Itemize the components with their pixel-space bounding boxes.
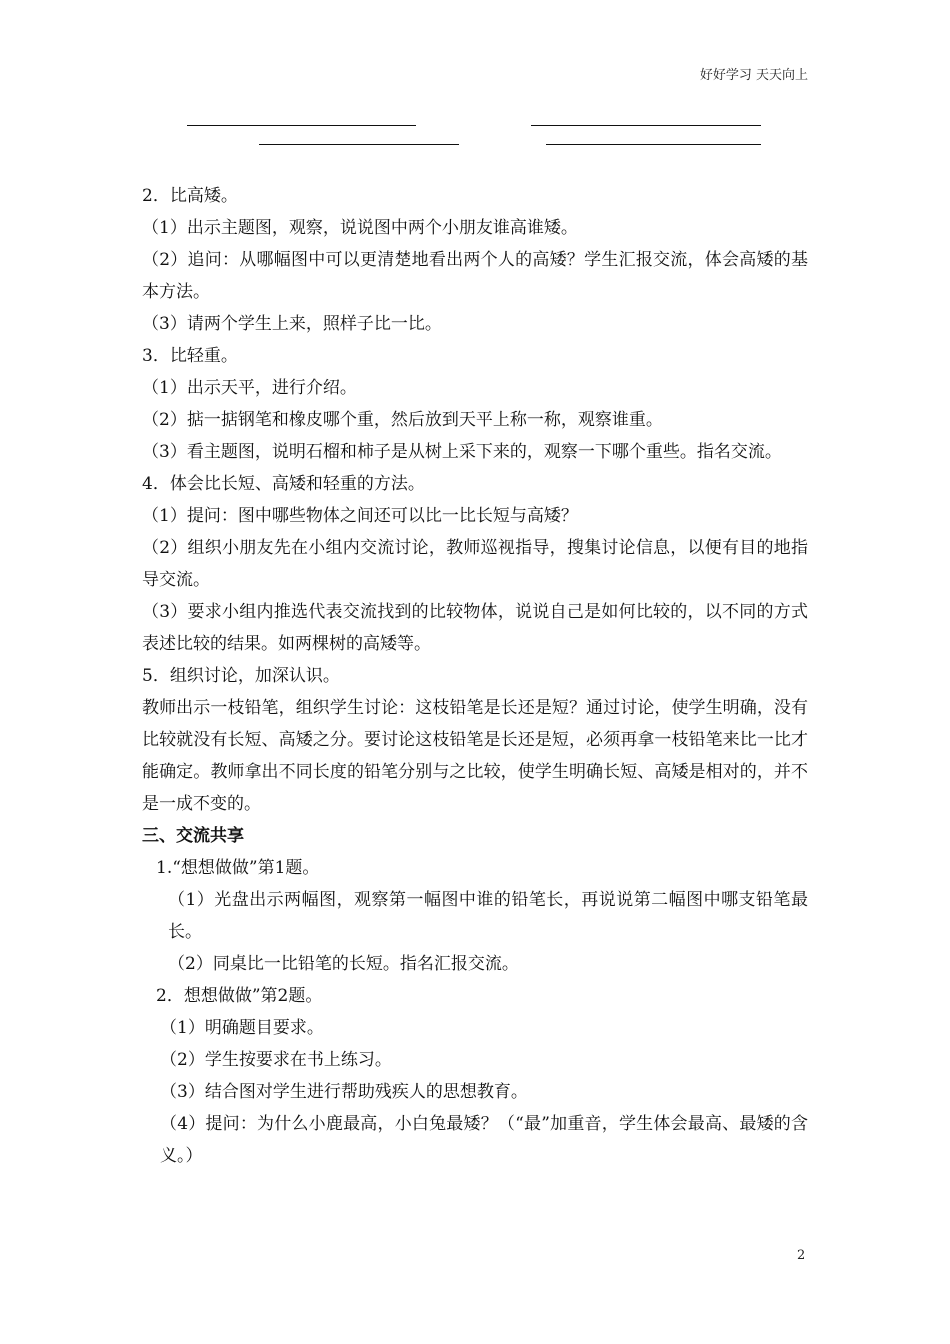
page-number: 2 xyxy=(797,1248,806,1263)
paragraph: （4）提问：为什么小鹿最高，小白兔最矮？（“最”加重音，学生体会最高、最矮的含义。） xyxy=(160,1114,808,1166)
section-heading: 1.“想想做做”第1题。 xyxy=(156,858,320,878)
section-heading: 4．体会比长短、高矮和轻重的方法。 xyxy=(142,474,425,494)
paragraph: （1）出示主题图，观察，说说图中两个小朋友谁高谁矮。 xyxy=(142,218,578,238)
paragraph: 教师出示一枝铅笔，组织学生讨论：这枝铅笔是长还是短？通过讨论，使学生明确，没有比较就没有长短、高矮之分。要讨论这枝铅笔是长还是短，必须再拿一枝铅笔来比一比才能确定。教师拿出不同长度的铅笔分别与之比较，使学生明确长短、高矮是相对的，并不是一成不变的。 xyxy=(142,698,808,814)
paragraph: （1）明确题目要求。 xyxy=(160,1018,324,1038)
paragraph: （3）结合图对学生进行帮助残疾人的思想教育。 xyxy=(160,1082,528,1102)
paragraph: （2）学生按要求在书上练习。 xyxy=(160,1050,392,1070)
paragraph: （2）掂一掂钢笔和橡皮哪个重，然后放到天平上称一称，观察谁重。 xyxy=(142,410,663,430)
blank-line xyxy=(531,125,761,126)
blank-line xyxy=(546,144,761,145)
document-body xyxy=(142,180,808,1172)
paragraph: （1）提问：图中哪些物体之间还可以比一比长短与高矮？ xyxy=(142,506,578,526)
paragraph: （2）同桌比一比铅笔的长短。指名汇报交流。 xyxy=(168,954,519,974)
section-heading: 2．想想做做”第2题。 xyxy=(156,986,323,1006)
paragraph: （1）光盘出示两幅图，观察第一幅图中谁的铅笔长，再说说第二幅图中哪支铅笔最长。 xyxy=(168,890,808,942)
section-heading: 3．比轻重。 xyxy=(142,346,238,366)
blank-line xyxy=(187,125,416,126)
chapter-heading: 三、交流共享 xyxy=(142,826,244,846)
paragraph: （2）组织小朋友先在小组内交流讨论，教师巡视指导，搜集讨论信息，以便有目的地指导交流。 xyxy=(142,538,808,590)
section-heading: 2．比高矮。 xyxy=(142,186,238,206)
section-heading: 5．组织讨论，加深认识。 xyxy=(142,666,340,686)
page-header: 好好学习 天天向上 xyxy=(699,68,808,83)
blank-line xyxy=(259,144,459,145)
paragraph: （2）追问：从哪幅图中可以更清楚地看出两个人的高矮？学生汇报交流，体会高矮的基本方法。 xyxy=(142,250,808,302)
paragraph: （3）请两个学生上来，照样子比一比。 xyxy=(142,314,442,334)
paragraph: （3）要求小组内推选代表交流找到的比较物体，说说自己是如何比较的，以不同的方式表述比较的结果。如两棵树的高矮等。 xyxy=(142,602,808,654)
paragraph: （1）出示天平，进行介绍。 xyxy=(142,378,357,398)
paragraph: （3）看主题图，说明石榴和柿子是从树上采下来的，观察一下哪个重些。指名交流。 xyxy=(142,442,782,462)
